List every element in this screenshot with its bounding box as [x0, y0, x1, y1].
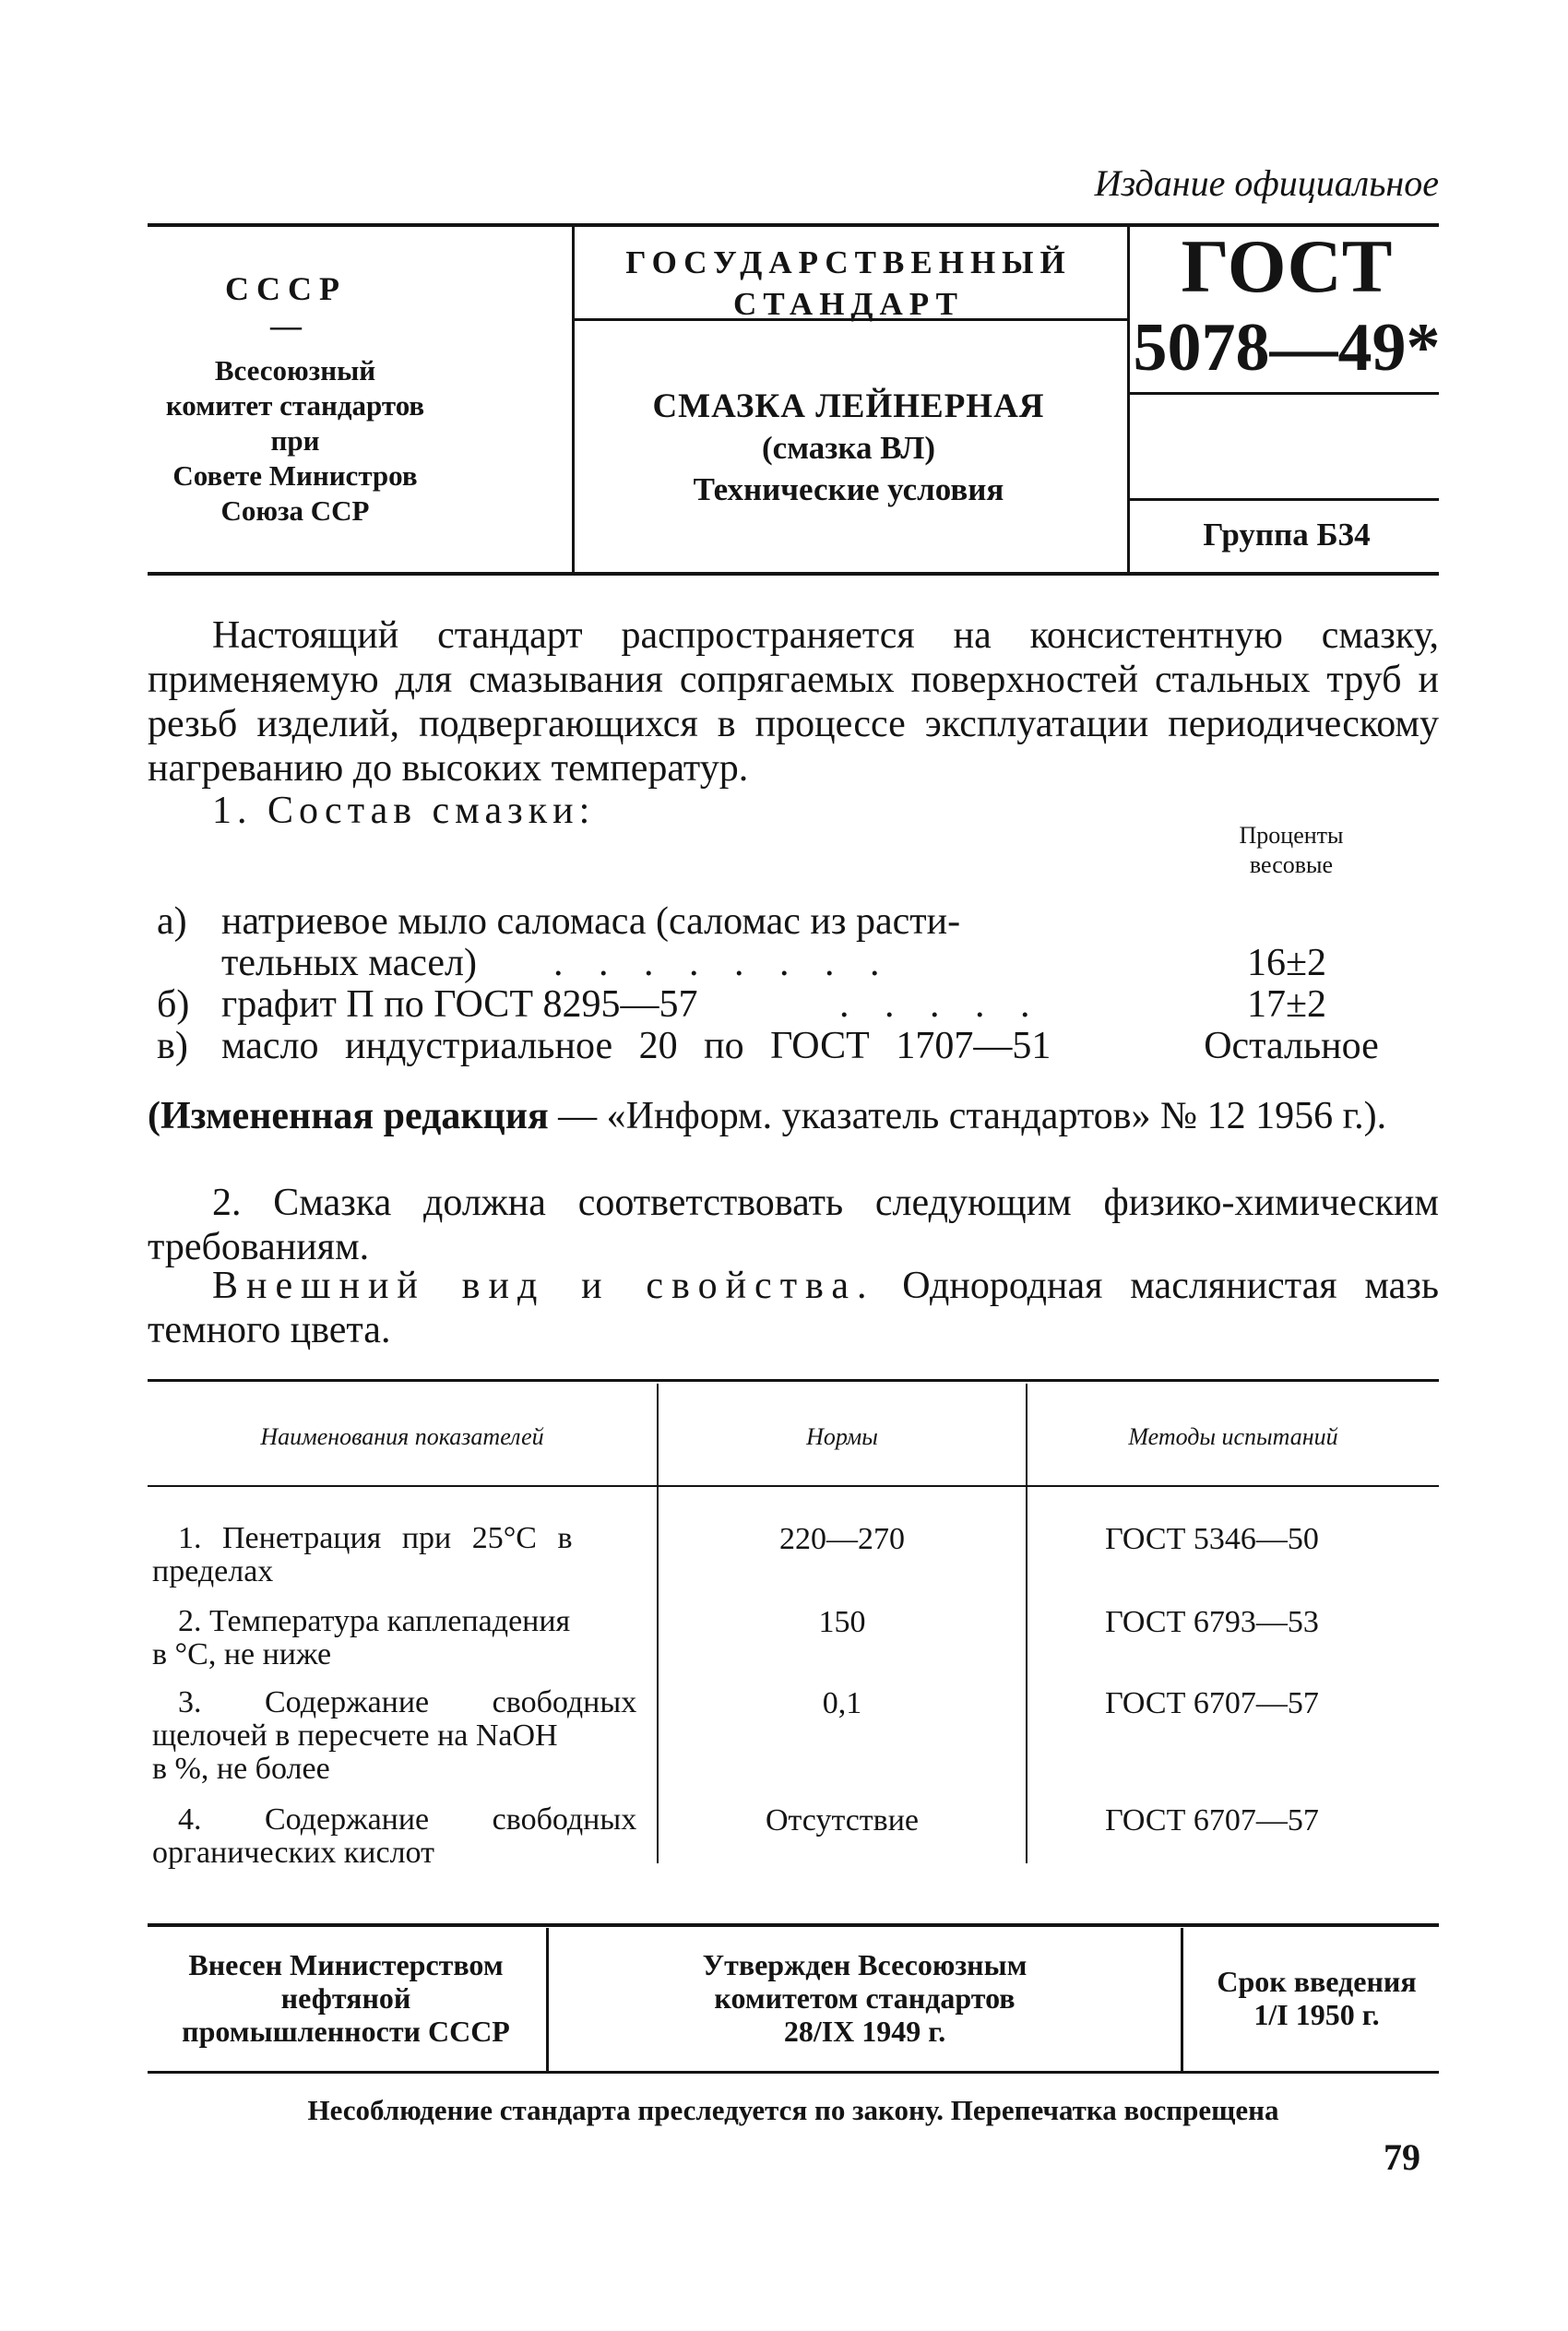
intro-paragraph: Настоящий стандарт распространяется на консистентную смазку, применяемую для смазывания сопрягаемых поверхностей стальных труб и резьб изделий, подвергающихся в процессе эксплуатации периодическому нагреванию до высоких температур. — [148, 614, 1439, 790]
header-right-rule-1 — [1130, 392, 1439, 395]
table-header-rule — [148, 1485, 1439, 1487]
section-2-paragraph: 2. Смазка должна соответствовать следующим физико-химическим требованиям. — [148, 1182, 1439, 1268]
introduced-line-3: промышленности СССР — [182, 2015, 510, 2048]
row-name-line-1: 4. Содержание свободных — [178, 1802, 637, 1837]
section-1-title: Состав смазки: — [267, 790, 596, 832]
row-method: ГОСТ 6707—57 — [1105, 1686, 1319, 1720]
committee-line-2: комитет стандартов — [165, 389, 425, 422]
committee-line-3: при — [270, 424, 320, 457]
percent-column-header — [1199, 821, 1384, 880]
state-standard-line-2: СТАНДАРТ — [733, 286, 964, 322]
composition-item-dots: . . . . . . . . — [553, 942, 893, 984]
header-bottom-rule — [148, 572, 1439, 576]
header-divider-left — [572, 223, 575, 574]
table-row — [152, 1522, 641, 1588]
title-line-3: Технические условия — [693, 471, 1004, 507]
composition-item-dots: . . . . . — [839, 983, 1043, 1026]
state-standard-line-1: ГОСУДАРСТВЕННЫЙ — [625, 244, 1072, 280]
legal-notice: Несоблюдение стандарта преследуется по закону. Перепечатка воспрещена — [307, 2094, 1279, 2126]
introduced-line-1: Внесен Министерством — [188, 1948, 504, 1981]
composition-item-letter: а) — [157, 900, 187, 943]
committee-name — [157, 353, 434, 529]
footer-divider-1 — [546, 1928, 549, 2071]
percent-header-line-1: Проценты — [1239, 822, 1344, 849]
country-dash: — — [270, 309, 302, 343]
row-norm: 0,1 — [822, 1686, 862, 1720]
composition-item-text: натриевое мыло саломаса (саломас из расти- — [221, 900, 961, 943]
row-norm: Отсутствие — [765, 1803, 920, 1837]
row-name-line-1: 2. Температура каплепадения — [178, 1604, 571, 1638]
gost-number: 5078—49* — [1133, 310, 1441, 386]
approved-line-2: комитетом стандартов — [714, 1981, 1016, 2015]
footer-bottom-rule — [148, 2071, 1439, 2074]
composition-item-value: Остальное — [1204, 1025, 1379, 1067]
table-bottom-rule — [148, 1923, 1439, 1927]
changed-edition-note — [148, 1093, 1439, 1139]
approved-by — [553, 1948, 1176, 2048]
approved-line-3: 28/IX 1949 г. — [783, 2015, 946, 2048]
table-header-norm: Нормы — [806, 1423, 878, 1450]
footer-divider-2 — [1181, 1928, 1183, 2071]
committee-line-1: Всесоюзный — [214, 354, 376, 387]
approved-line-1: Утвержден Всесоюзным — [702, 1948, 1028, 1981]
effective-date — [1190, 1965, 1443, 2031]
section-1-number: 1. — [212, 790, 253, 832]
row-norm: 220—270 — [779, 1522, 905, 1556]
row-name-line-2: органических кислот — [152, 1836, 434, 1870]
document-title — [576, 386, 1121, 510]
changed-edition-text: — «Информ. указатель стандартов» № 12 1956 г.). — [548, 1095, 1387, 1137]
table-row — [152, 1803, 641, 1870]
row-name-line-1: 1. Пенетрация при 25°С в — [178, 1521, 573, 1555]
committee-line-4: Совете Министров — [172, 459, 418, 492]
introduced-by — [152, 1948, 540, 2048]
table-row — [152, 1605, 641, 1671]
row-name-line-2: пределах — [152, 1554, 274, 1588]
section-1-heading — [212, 789, 595, 833]
table-top-rule — [148, 1379, 1439, 1382]
composition-item-letter: б) — [157, 983, 190, 1026]
state-standard-label — [576, 242, 1121, 325]
table-header-name: Наименования показателей — [260, 1423, 544, 1450]
page-number: 79 — [1384, 2136, 1420, 2178]
composition-item-value: 17±2 — [1246, 983, 1327, 1026]
edition-label: Издание официальное — [1094, 162, 1439, 204]
row-method: ГОСТ 6793—53 — [1105, 1605, 1319, 1639]
gost-designation — [1130, 226, 1443, 388]
group-label: Группа Б34 — [1203, 517, 1371, 553]
title-line-2: (смазка ВЛ) — [762, 430, 935, 466]
composition-item-text: масло индустриальное 20 по ГОСТ 1707—51 — [221, 1025, 1051, 1067]
composition-item-value: 16±2 — [1246, 942, 1327, 984]
committee-line-5: Союза ССР — [220, 494, 370, 527]
introduced-line-2: нефтяной — [280, 1981, 411, 2015]
percent-header-line-2: весовые — [1249, 851, 1334, 878]
row-method: ГОСТ 6707—57 — [1105, 1803, 1319, 1837]
changed-edition-label: (Измененная редакция — [148, 1095, 549, 1137]
composition-item-text: графит П по ГОСТ 8295—57 — [221, 983, 698, 1026]
row-name-line-2: в °С, не ниже — [152, 1637, 332, 1671]
composition-item-text-cont: тельных масел) — [221, 942, 477, 984]
header-right-rule-2 — [1130, 498, 1439, 501]
table-row — [152, 1686, 641, 1786]
row-name-line-1: 3. Содержание свободных — [178, 1685, 637, 1719]
composition-item-letter: в) — [157, 1025, 188, 1067]
table-header-method: Методы испытаний — [1128, 1423, 1338, 1450]
row-name-line-2: щелочей в пересчете на NaOH — [152, 1719, 558, 1753]
effective-line-1: Срок введения — [1217, 1965, 1417, 1998]
appearance-title: Внешний вид и свойства. — [212, 1265, 875, 1307]
gost-label: ГОСТ — [1181, 224, 1393, 308]
appearance-paragraph — [148, 1264, 1439, 1352]
appearance-text: Однородная маслянистая мазь темного цвета. — [148, 1265, 1439, 1351]
title-line-1: СМАЗКА ЛЕЙНЕРНАЯ — [652, 387, 1045, 425]
row-name-line-3: в %, не более — [152, 1752, 330, 1786]
effective-line-2: 1/I 1950 г. — [1253, 1998, 1380, 2031]
country-label: СССР — [225, 270, 347, 307]
row-method: ГОСТ 5346—50 — [1105, 1522, 1319, 1556]
row-norm: 150 — [818, 1605, 866, 1639]
